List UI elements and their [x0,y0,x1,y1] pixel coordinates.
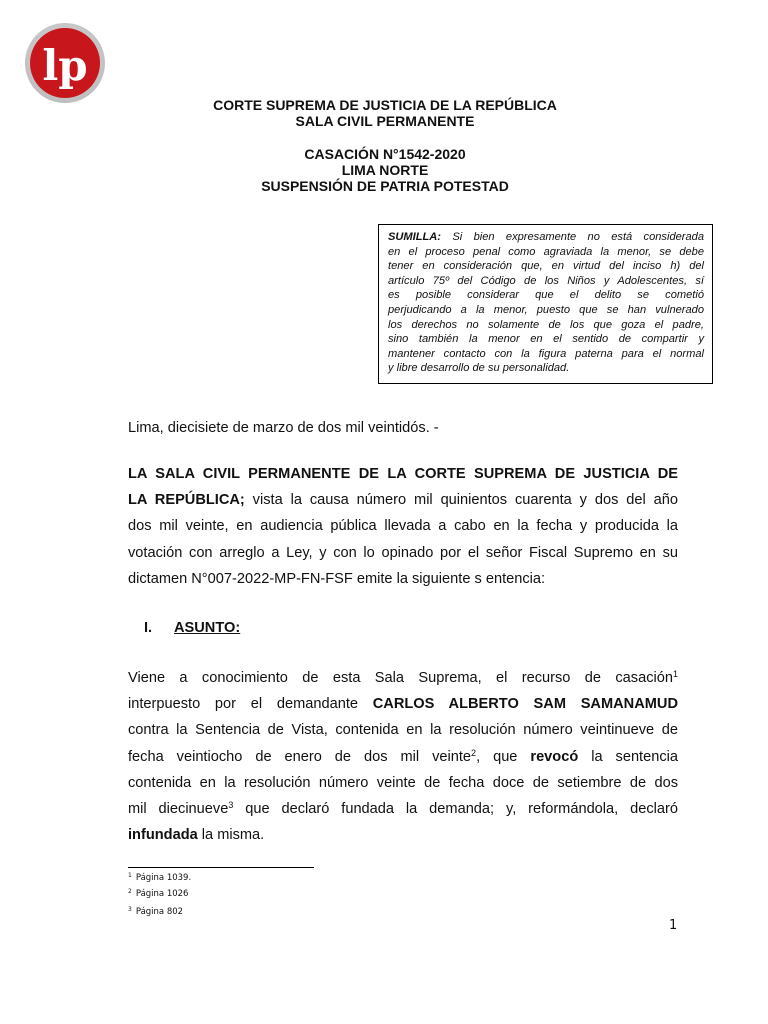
sumilla-line: perjudicando a la menor, puesto que se han vulnerado [388,303,704,316]
case-header [100,146,670,194]
sumilla-label: SUMILLA: [388,231,441,243]
asunto-line: contra la Sentencia de Vista, contenida en la resolución número veintinueve de [128,722,678,739]
intro-line: LA SALA CIVIL PERMANENTE DE LA CORTE SUPREMA DE JUSTICIA DE [128,466,678,482]
date-line: Lima, diecisiete de marzo de dos mil veintidós. - [128,420,439,436]
sumilla-line: SUMILLA: Si bien expresamente no está considerada [388,231,704,243]
section-number: I. [144,620,153,636]
chamber-name: SALA CIVIL PERMANENTE [295,113,475,129]
judicial-district: LIMA NORTE [341,162,429,178]
court-name: CORTE SUPREMA DE JUSTICIA DE LA REPÚBLICA [213,97,557,113]
footnote-ref[interactable]: 1 [672,669,678,679]
asunto-line: contenida en la resolución número veinte de fecha doce de setiembre de dos [128,774,678,791]
case-number: CASACIÓN N°1542-2020 [304,146,466,162]
section-heading [144,620,240,636]
sumilla-line: artículo 75º del Código de los Niños y Adolescentes, sí [388,274,704,287]
logo-text: lp [42,41,88,90]
footnote-ref[interactable]: 2 [471,747,477,758]
sumilla-box [378,224,713,384]
footnote: $^2$ Página 1026 [128,888,189,899]
publisher-logo [24,22,106,104]
sumilla-line: los derechos no solamente de los que goza el padre, [388,318,704,331]
sumilla-line: tener en consideración que, en virtud del inciso h) del [388,260,704,273]
intro-paragraph [128,461,678,592]
plaintiff-name: CARLOS ALBERTO SAM SAMANAMUD [372,696,678,713]
intro-line: dos mil veinte, en audiencia pública llevada a cabo en la fecha y producida la [128,518,678,535]
case-matter: SUSPENSIÓN DE PATRIA POTESTAD [261,178,509,194]
asunto-paragraph [128,665,678,848]
asunto-line: Viene a conocimiento de esta Sala Suprema, el recurso de casación$^1$ [128,669,678,686]
asunto-line: interpuesto por el demandante CARLOS ALBERTO SAM SAMANAMUD [128,696,678,713]
asunto-line: infundada la misma. [128,827,265,844]
document-header [100,97,670,129]
asunto-line: mil diecinueve$^3$ que declaró fundada la demanda; y, reformándola, declaró [128,800,678,818]
intro-line: votación con arreglo a Ley, y con lo opinado por el señor Fiscal Supremo en su [128,544,678,561]
footnote-divider [128,867,314,868]
intro-line: LA REPÚBLICA; vista la causa número mil quinientos cuarenta y dos del año [128,492,678,509]
footnote-ref[interactable]: 3 [228,800,234,811]
sumilla-line: en el proceso penal como agraviada la menor, se debe [388,245,704,258]
intro-line: dictamen N°007-2022-MP-FN-FSF emite la siguiente s entencia: [128,570,546,587]
sumilla-line: mantener contacto con la figura paterna para el normal [388,347,704,360]
section-title: ASUNTO: [174,620,241,636]
sumilla-line: sino también la menor en el sentido de compartir y [388,333,704,346]
sumilla-line: es posible considerar que el delito se cometió [388,289,704,302]
footnote: $^1$ Página 1039. [128,872,192,883]
asunto-line: fecha veintiocho de enero de dos mil veinte$^2$, que revocó la sentencia [128,747,678,765]
sumilla-line: y libre desarrollo de su personalidad. [388,362,570,375]
footnote: $^3$ Página 802 [128,906,184,917]
page-number: 1 [669,918,678,933]
